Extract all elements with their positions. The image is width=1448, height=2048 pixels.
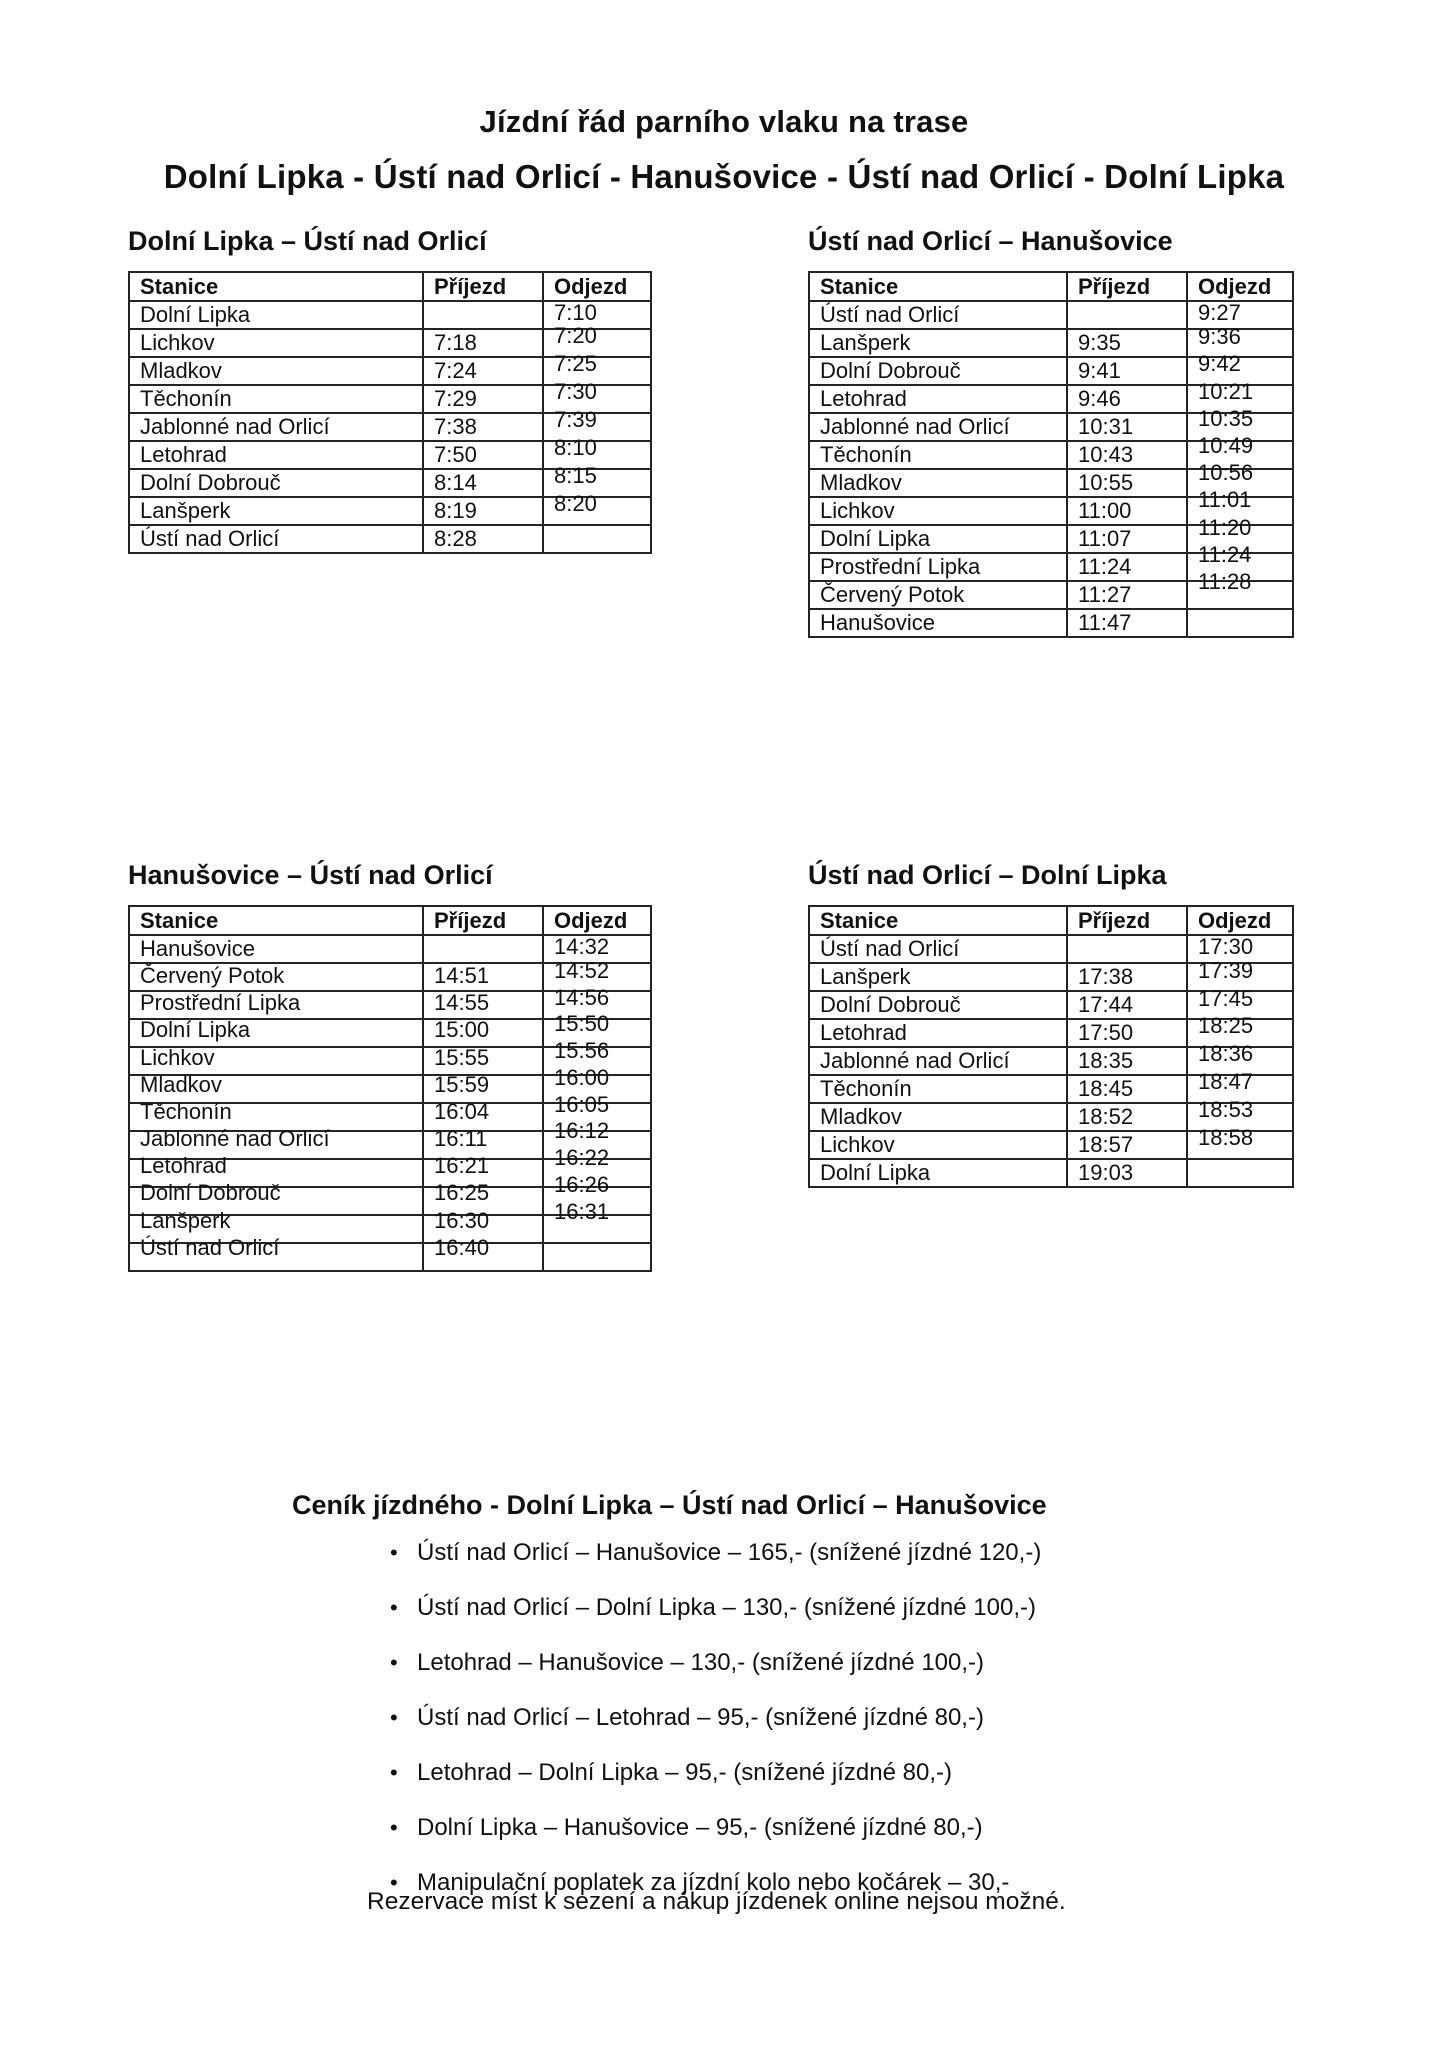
- arrival-cell: 8:19: [423, 497, 543, 525]
- table-row: [809, 1131, 1293, 1159]
- price-list-item: • Ústí nad Orlicí – Dolní Lipka – 130,- (snížené jízdné 100,-): [388, 1595, 1041, 1620]
- departure-cell: 7:20: [543, 329, 651, 357]
- arrival-cell: [423, 935, 543, 963]
- table-row: [809, 581, 1293, 609]
- station-cell: Dolní Lipka: [809, 525, 1067, 553]
- section-usti-hanusovice: [808, 226, 1292, 638]
- station-cell: Dolní Lipka: [129, 1019, 423, 1047]
- departure-cell: [1187, 609, 1293, 637]
- station-cell: Lanšperk: [129, 497, 423, 525]
- station-cell: Lanšperk: [809, 963, 1067, 991]
- station-cell: Prostřední Lipka: [129, 991, 423, 1019]
- departure-cell: 11:28: [1187, 581, 1293, 609]
- station-cell: Mladkov: [129, 357, 423, 385]
- departure-cell: 10:49: [1187, 441, 1293, 469]
- arrival-cell: 8:14: [423, 469, 543, 497]
- arrival-cell: [1067, 935, 1187, 963]
- departure-cell: 16:22: [543, 1159, 651, 1187]
- station-cell: Lichkov: [809, 497, 1067, 525]
- station-cell: Dolní Lipka: [129, 301, 423, 329]
- departure-cell: 17:45: [1187, 991, 1293, 1019]
- arrival-cell: 18:57: [1067, 1131, 1187, 1159]
- station-cell: Letohrad: [129, 1159, 423, 1187]
- arrival-cell: 7:38: [423, 413, 543, 441]
- station-cell: Těchonín: [809, 1075, 1067, 1103]
- column-header: Příjezd: [423, 272, 543, 301]
- arrival-cell: 9:41: [1067, 357, 1187, 385]
- arrival-cell: 11:07: [1067, 525, 1187, 553]
- price-list-item: • Letohrad – Hanušovice – 130,- (snížené jízdné 100,-): [388, 1650, 1041, 1675]
- arrival-cell: 10:55: [1067, 469, 1187, 497]
- table-row: [129, 497, 651, 525]
- arrival-cell: 9:46: [1067, 385, 1187, 413]
- timetable-usti-dolni-lipka: [808, 905, 1294, 1188]
- departure-cell: 7:25: [543, 357, 651, 385]
- station-cell: Jablonné nad Orlicí: [129, 1131, 423, 1159]
- departure-cell: 7:10: [543, 301, 651, 329]
- station-cell: Dolní Dobrouč: [129, 1187, 423, 1215]
- section-dolni-lipka-usti: [128, 226, 650, 554]
- station-cell: Dolní Dobrouč: [809, 357, 1067, 385]
- departure-cell: 18:36: [1187, 1047, 1293, 1075]
- column-header: Stanice: [129, 272, 423, 301]
- arrival-cell: 7:24: [423, 357, 543, 385]
- departure-cell: 14:56: [543, 991, 651, 1019]
- column-header: Odjezd: [1187, 906, 1293, 935]
- arrival-cell: 7:18: [423, 329, 543, 357]
- departure-cell: 14:52: [543, 963, 651, 991]
- arrival-cell: 8:28: [423, 525, 543, 553]
- section-heading: Ústí nad Orlicí – Dolní Lipka: [808, 860, 1167, 890]
- header-row: [129, 906, 651, 935]
- station-cell: Mladkov: [809, 1103, 1067, 1131]
- arrival-cell: 7:50: [423, 441, 543, 469]
- arrival-cell: 11:00: [1067, 497, 1187, 525]
- arrival-cell: [1067, 301, 1187, 329]
- departure-cell: 7:39: [543, 413, 651, 441]
- departure-cell: 18:25: [1187, 1019, 1293, 1047]
- column-header: Příjezd: [423, 906, 543, 935]
- arrival-cell: 16:30: [423, 1215, 543, 1243]
- station-cell: Ústí nad Orlicí: [809, 935, 1067, 963]
- departure-cell: 9:42: [1187, 357, 1293, 385]
- station-cell: Dolní Lipka: [809, 1159, 1067, 1187]
- station-cell: Ústí nad Orlicí: [129, 1243, 423, 1271]
- departure-cell: 10:21: [1187, 385, 1293, 413]
- station-cell: Červený Potok: [809, 581, 1067, 609]
- station-cell: Dolní Dobrouč: [129, 469, 423, 497]
- departure-cell: 10:35: [1187, 413, 1293, 441]
- station-cell: Ústí nad Orlicí: [809, 301, 1067, 329]
- departure-cell: 16:12: [543, 1131, 651, 1159]
- arrival-cell: 16:40: [423, 1243, 543, 1271]
- station-cell: Lichkov: [809, 1131, 1067, 1159]
- arrival-cell: 15:00: [423, 1019, 543, 1047]
- arrival-cell: 16:21: [423, 1159, 543, 1187]
- departure-cell: 18:53: [1187, 1103, 1293, 1131]
- arrival-cell: 18:35: [1067, 1047, 1187, 1075]
- section-hanusovice-usti: [128, 860, 650, 1272]
- timetable-usti-hanusovice: [808, 271, 1294, 638]
- header-row: [129, 272, 651, 301]
- timetable-hanusovice-usti: [128, 905, 652, 1272]
- departure-cell: 11:20: [1187, 525, 1293, 553]
- column-header: Příjezd: [1067, 272, 1187, 301]
- station-cell: Hanušovice: [129, 935, 423, 963]
- departure-cell: 11:24: [1187, 553, 1293, 581]
- arrival-cell: 10:43: [1067, 441, 1187, 469]
- arrival-cell: 11:27: [1067, 581, 1187, 609]
- document-subtitle: Dolní Lipka - Ústí nad Orlicí - Hanušovice - Ústí nad Orlicí - Dolní Lipka: [163, 158, 1285, 195]
- reservation-note: Rezervace míst k sezení a nákup jízdenek online nejsou možné.: [367, 1888, 1066, 1915]
- column-header: Odjezd: [543, 272, 651, 301]
- price-list-item: • Ústí nad Orlicí – Hanušovice – 165,- (snížené jízdné 120,-): [388, 1540, 1041, 1565]
- departure-cell: 15:56: [543, 1047, 651, 1075]
- departure-cell: 8:20: [543, 497, 651, 525]
- station-cell: Lanšperk: [809, 329, 1067, 357]
- arrival-cell: 11:47: [1067, 609, 1187, 637]
- arrival-cell: 9:35: [1067, 329, 1187, 357]
- column-header: Odjezd: [1187, 272, 1293, 301]
- station-cell: Mladkov: [129, 1075, 423, 1103]
- arrival-cell: 15:55: [423, 1047, 543, 1075]
- price-list-item: • Ústí nad Orlicí – Letohrad – 95,- (snížené jízdné 80,-): [388, 1705, 1041, 1730]
- column-header: Stanice: [809, 906, 1067, 935]
- departure-cell: 11:01: [1187, 497, 1293, 525]
- station-cell: Dolní Dobrouč: [809, 991, 1067, 1019]
- station-cell: Letohrad: [129, 441, 423, 469]
- arrival-cell: 14:55: [423, 991, 543, 1019]
- station-cell: Jablonné nad Orlicí: [129, 413, 423, 441]
- station-cell: Těchonín: [129, 1103, 423, 1131]
- column-header: Příjezd: [1067, 906, 1187, 935]
- departure-cell: 16:05: [543, 1103, 651, 1131]
- departure-cell: 7:30: [543, 385, 651, 413]
- arrival-cell: 17:38: [1067, 963, 1187, 991]
- station-cell: Ústí nad Orlicí: [129, 525, 423, 553]
- station-cell: Červený Potok: [129, 963, 423, 991]
- section-heading: Dolní Lipka – Ústí nad Orlicí: [128, 226, 487, 256]
- arrival-cell: 7:29: [423, 385, 543, 413]
- departure-cell: 17:39: [1187, 963, 1293, 991]
- departure-cell: 8:10: [543, 441, 651, 469]
- column-header: Stanice: [129, 906, 423, 935]
- arrival-cell: 18:52: [1067, 1103, 1187, 1131]
- departure-cell: [543, 1243, 651, 1271]
- station-cell: Jablonné nad Orlicí: [809, 1047, 1067, 1075]
- table-row: [129, 1243, 651, 1271]
- station-cell: Letohrad: [809, 1019, 1067, 1047]
- column-header: Odjezd: [543, 906, 651, 935]
- pricing-list: [388, 1540, 1041, 1925]
- departure-cell: 16:00: [543, 1075, 651, 1103]
- station-cell: Prostřední Lipka: [809, 553, 1067, 581]
- station-cell: Těchonín: [809, 441, 1067, 469]
- section-usti-dolni-lipka: [808, 860, 1292, 1188]
- document-title: Jízdní řád parního vlaku na trase: [479, 104, 969, 139]
- price-list-item: • Letohrad – Dolní Lipka – 95,- (snížené jízdné 80,-): [388, 1760, 1041, 1785]
- departure-cell: 8:15: [543, 469, 651, 497]
- arrival-cell: 16:04: [423, 1103, 543, 1131]
- arrival-cell: 14:51: [423, 963, 543, 991]
- header-row: [809, 272, 1293, 301]
- station-cell: Hanušovice: [809, 609, 1067, 637]
- departure-cell: 16:26: [543, 1187, 651, 1215]
- station-cell: Jablonné nad Orlicí: [809, 413, 1067, 441]
- station-cell: Lichkov: [129, 1047, 423, 1075]
- price-list-item: • Dolní Lipka – Hanušovice – 95,- (snížené jízdné 80,-): [388, 1815, 1041, 1840]
- departure-cell: 18:47: [1187, 1075, 1293, 1103]
- arrival-cell: 10:31: [1067, 413, 1187, 441]
- departure-cell: 15:50: [543, 1019, 651, 1047]
- arrival-cell: [423, 301, 543, 329]
- station-cell: Letohrad: [809, 385, 1067, 413]
- departure-cell: 17:30: [1187, 935, 1293, 963]
- pricing-heading: Ceník jízdného - Dolní Lipka – Ústí nad Orlicí – Hanušovice: [292, 1490, 1047, 1520]
- column-header: Stanice: [809, 272, 1067, 301]
- arrival-cell: 16:11: [423, 1131, 543, 1159]
- table-row: [129, 525, 651, 553]
- departure-cell: 10:56: [1187, 469, 1293, 497]
- departure-cell: 9:36: [1187, 329, 1293, 357]
- departure-cell: 18:58: [1187, 1131, 1293, 1159]
- station-cell: Lichkov: [129, 329, 423, 357]
- arrival-cell: 11:24: [1067, 553, 1187, 581]
- departure-cell: 9:27: [1187, 301, 1293, 329]
- departure-cell: 14:32: [543, 935, 651, 963]
- station-cell: Těchonín: [129, 385, 423, 413]
- departure-cell: 16:31: [543, 1215, 651, 1243]
- arrival-cell: 16:25: [423, 1187, 543, 1215]
- table-row: [809, 1159, 1293, 1187]
- station-cell: Mladkov: [809, 469, 1067, 497]
- arrival-cell: 18:45: [1067, 1075, 1187, 1103]
- arrival-cell: 17:44: [1067, 991, 1187, 1019]
- section-heading: Ústí nad Orlicí – Hanušovice: [808, 226, 1173, 256]
- station-cell: Lanšperk: [129, 1215, 423, 1243]
- section-heading: Hanušovice – Ústí nad Orlicí: [128, 860, 493, 890]
- arrival-cell: 17:50: [1067, 1019, 1187, 1047]
- timetable-dolni-lipka-usti: [128, 271, 652, 554]
- departure-cell: [1187, 1159, 1293, 1187]
- table-row: [809, 609, 1293, 637]
- arrival-cell: 15:59: [423, 1075, 543, 1103]
- header-row: [809, 906, 1293, 935]
- departure-cell: [543, 525, 651, 553]
- price-list-item: • Manipulační poplatek za jízdní kolo nebo kočárek – 30,-: [388, 1870, 1041, 1895]
- arrival-cell: 19:03: [1067, 1159, 1187, 1187]
